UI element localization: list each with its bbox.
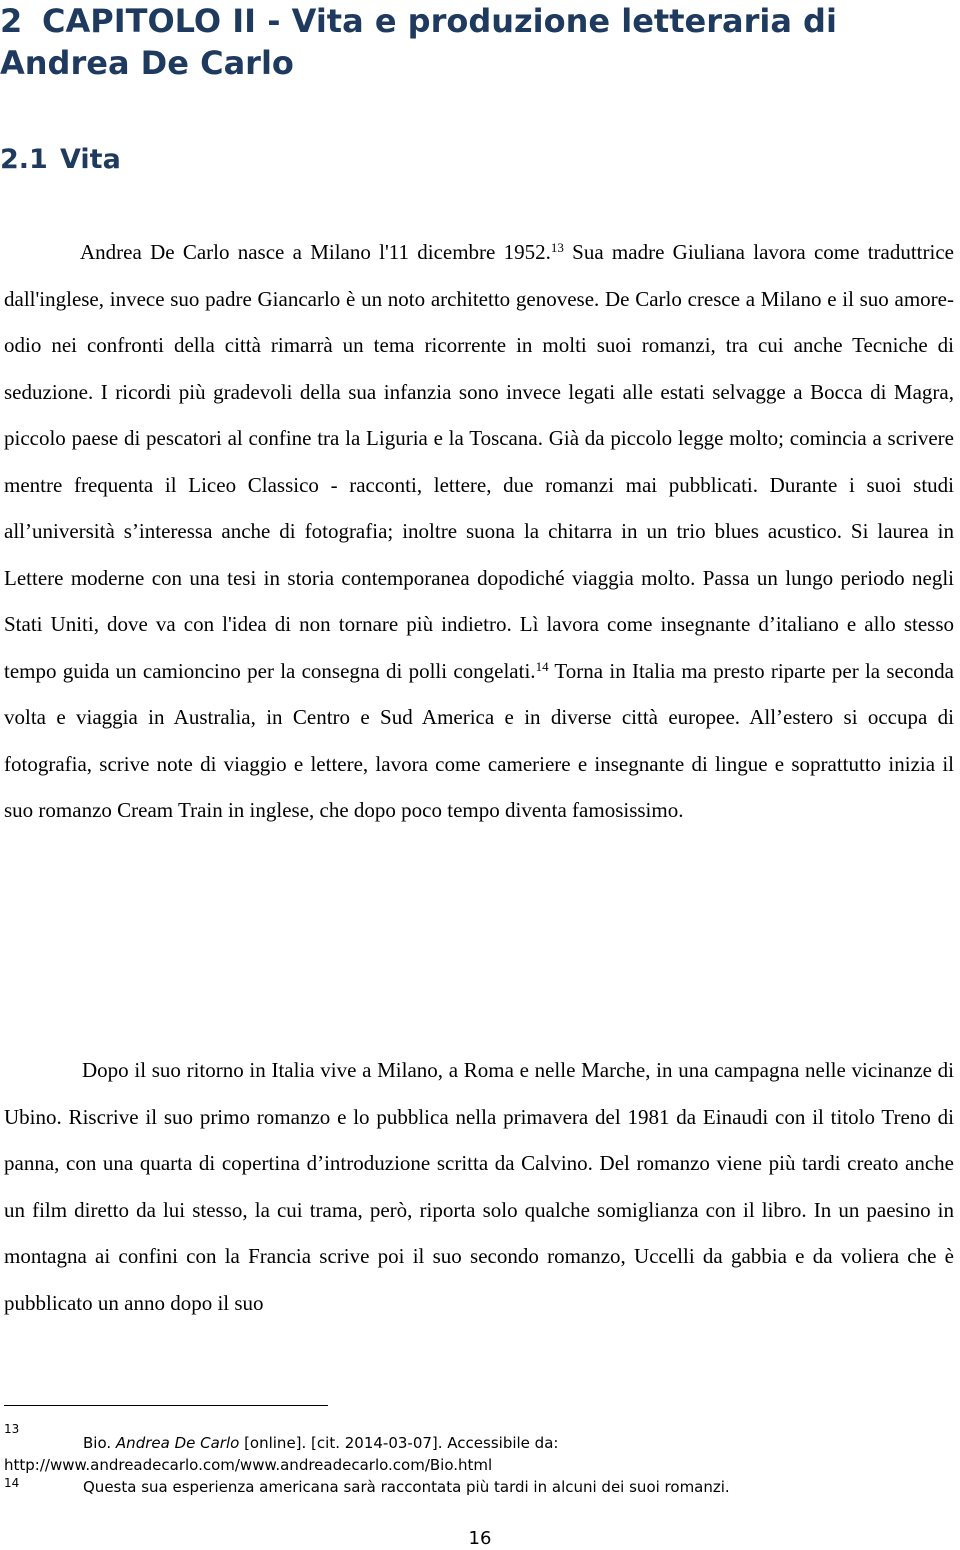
chapter-heading <box>0 0 950 84</box>
footnote-ref-13[interactable]: 13 <box>550 240 564 255</box>
chapter-title: CAPITOLO II - Vita e produzione letteraria di Andrea De Carlo <box>0 2 837 82</box>
section-heading <box>0 140 900 180</box>
paragraph-1-text-b: Sua madre Giuliana lavora come traduttrice dall'inglese, invece suo padre Giancarlo è un noto architetto genovese. De Carlo cresce a Milano e il suo amore-odio nei confronti della città rimarrà un tema ricorrente in molti suoi romanzi, tra cui anche Tecniche di seduzione. I ricordi più gradevoli della sua infanzia sono invece legati alle estati selvagge a Bocca di Magra, piccolo paese di pescatori al confine tra la Liguria e la Toscana. Già da piccolo legge molto; comincia a scrivere mentre frequenta il Liceo Classico - racconti, lettere, due romanzi mai pubblicati. Durante i suoi studi all’università s’interessa anche di fotografia; inoltre suona la chitarra in un trio blues acustico. Si laurea in Lettere moderne con una tesi in storia contemporanea dopodiché viaggia molto. Passa un lungo periodo negli Stati Uniti, dove va con l'idea di non tornare più indietro. Lì lavora come insegnante d’italiano e allo stesso tempo guida un camioncino per la consegna di polli congelati. <box>4 240 954 683</box>
footnote-13-suffix: [online]. [cit. 2014-03-07]. Accessibile da: <box>239 1434 559 1452</box>
footnote-14-text: Questa sua esperienza americana sarà raccontata più tardi in alcuni dei suoi romanzi. <box>83 1478 730 1496</box>
footnote-separator <box>4 1405 328 1406</box>
footnote-13-title: Andrea De Carlo <box>115 1434 240 1452</box>
footnote-14 <box>4 1476 954 1498</box>
paragraph-1-text-c: Torna in Italia ma presto riparte per la seconda volta e viaggia in Australia, in Centro e Sud America e in diverse città europee. All’estero si occupa di fotografia, scrive note di viaggio e lettere, lavora come cameriere e insegnante di lingue e soprattutto inizia il suo romanzo Cream Train in inglese, che dopo poco tempo diventa famosissimo. <box>4 658 954 822</box>
body-paragraph-2: Dopo il suo ritorno in Italia vive a Milano, a Roma e nelle Marche, in una campagna nelle vicinanze di Ubino. Riscrive il suo primo romanzo e lo pubblica nella primavera del 1981 da Einaudi con il titolo Treno di panna, con una quarta di copertina d’introduzione scritta da Calvino. Del romanzo viene più tardi creato anche un film diretto da lui stesso, la cui trama, però, riporta solo qualche somiglianza con il libro. In un paesino in montagna ai confini con la Francia scrive poi il suo secondo romanzo, Uccelli da gabbia e da voliera che è pubblicato un anno dopo il suo <box>4 1058 954 1315</box>
footnote-13-prefix: Bio. <box>83 1434 116 1452</box>
footnotes <box>4 1418 954 1498</box>
section-title: Vita <box>60 144 121 175</box>
section-number: 2.1 <box>0 144 48 175</box>
body-paragraph-1 <box>4 229 954 834</box>
footnote-ref-14[interactable]: 14 <box>535 658 549 674</box>
footnote-13 <box>4 1418 954 1476</box>
footnote-mark: 14 <box>4 1476 20 1490</box>
footnote-mark: 13 <box>4 1422 20 1436</box>
footnote-13-citation <box>4 1418 954 1454</box>
page-number: 16 <box>468 1528 492 1549</box>
paragraph-1-text-a: Andrea De Carlo nasce a Milano l'11 dicembre 1952. <box>80 240 551 264</box>
chapter-number: 2 <box>0 2 23 40</box>
footnote-13-url[interactable]: http://www.andreadecarlo.com/www.andreadecarlo.com/Bio.html <box>4 1456 493 1474</box>
